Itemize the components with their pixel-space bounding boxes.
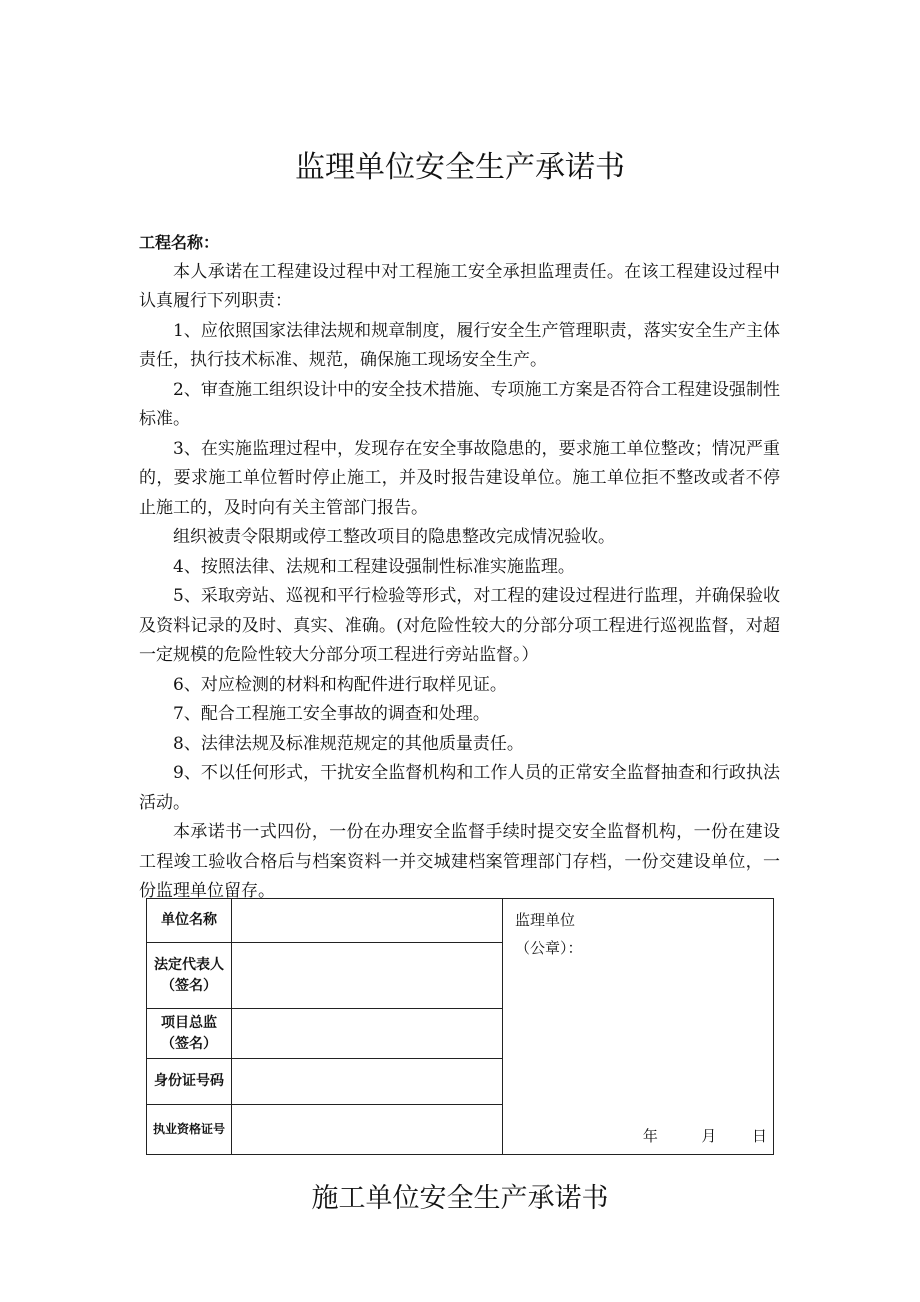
paragraph-item-9: 9、不以任何形式，干扰安全监督机构和工作人员的正常安全监督抽查和行政执法活动。 <box>139 763 780 813</box>
label-text: 项目总监 <box>161 1014 217 1031</box>
paragraph-acceptance: 组织被责令限期或停工整改项目的隐患整改完成情况验收。 <box>173 527 615 547</box>
paragraph-item-6: 6、对应检测的材料和构配件进行取样见证。 <box>173 674 507 695</box>
paragraph-item-2: 2、审查施工组织设计中的安全技术措施、专项施工方案是否符合工程建设强制性标准。 <box>139 379 780 429</box>
legal-rep-label <box>147 943 232 1009</box>
paragraph-copies: 本承诺书一式四份，一份在办理安全监督手续时提交安全监督机构，一份在建设工程竣工验收合格后与档案资料一并交城建档案管理部门存档，一份交建设单位，一份监理单位留存。 <box>139 822 780 901</box>
seal-date <box>643 1125 767 1146</box>
chief-supervisor-signature-field[interactable] <box>232 1009 503 1059</box>
paragraph-item-4: 4、按照法律、法规和工程建设强制性标准实施监理。 <box>173 556 575 577</box>
paragraph-intro: 本人承诺在工程建设过程中对工程施工安全承担监理责任。在该工程建设过程中认真履行下列职责： <box>139 261 780 311</box>
page-title: 监理单位安全生产承诺书 <box>295 150 625 185</box>
legal-rep-signature-field[interactable] <box>232 943 503 1009</box>
chief-supervisor-label <box>147 1009 232 1059</box>
paragraph-item-8: 8、法律法规及标准规范规定的其他质量责任。 <box>173 733 524 754</box>
unit-name-field[interactable] <box>232 899 503 943</box>
paragraph-item-3: 3、在实施监理过程中，发现存在安全事故隐患的，要求施工单位整改；情况严重的，要求施工单位暂时停止施工，并及时报告建设单位。施工单位拒不整改或者不停止施工的，及时向有关主管部门报告。 <box>139 438 780 518</box>
qualification-number-label <box>147 1105 232 1155</box>
project-name-label: 工程名称： <box>139 233 220 252</box>
id-number-field[interactable] <box>232 1059 503 1105</box>
label-text: 身份证号码 <box>154 1073 224 1089</box>
unit-name-label <box>147 899 232 943</box>
seal-cell <box>503 899 774 1155</box>
seal-stamp-label: （公章）： <box>515 939 583 957</box>
next-section-title: 施工单位安全生产承诺书 <box>311 1183 609 1214</box>
date-year-label: 年 <box>642 1127 658 1145</box>
id-number-label <box>147 1059 232 1105</box>
commitment-body <box>139 228 780 907</box>
paragraph-item-5: 5、采取旁站、巡视和平行检验等形式，对工程的建设过程进行监理，并确保验收及资料记录的及时、真实、准确。(对危险性较大的分部分项工程进行巡视监督，对超一定规模的危险性较大分部分项工程进行旁站监督。） <box>139 586 780 665</box>
paragraph-item-7: 7、配合工程施工安全事故的调查和处理。 <box>173 704 490 724</box>
date-month-label: 月 <box>701 1127 717 1145</box>
date-day-label: 日 <box>751 1127 767 1145</box>
label-subtext: （签名） <box>161 1035 217 1052</box>
signature-table <box>146 898 774 1155</box>
label-text: 执业资格证号 <box>152 1122 225 1136</box>
paragraph-item-1: 1、应依照国家法律法规和规章制度，履行安全生产管理职责，落实安全生产主体责任，执行技术标准、规范，确保施工现场安全生产。 <box>139 320 780 370</box>
label-text: 法定代表人 <box>154 956 224 973</box>
label-subtext: （签名） <box>161 977 217 994</box>
qualification-number-field[interactable] <box>232 1105 503 1155</box>
table-row <box>147 899 774 943</box>
label-text: 单位名称 <box>161 912 217 928</box>
seal-unit-label: 监理单位 <box>515 911 576 929</box>
